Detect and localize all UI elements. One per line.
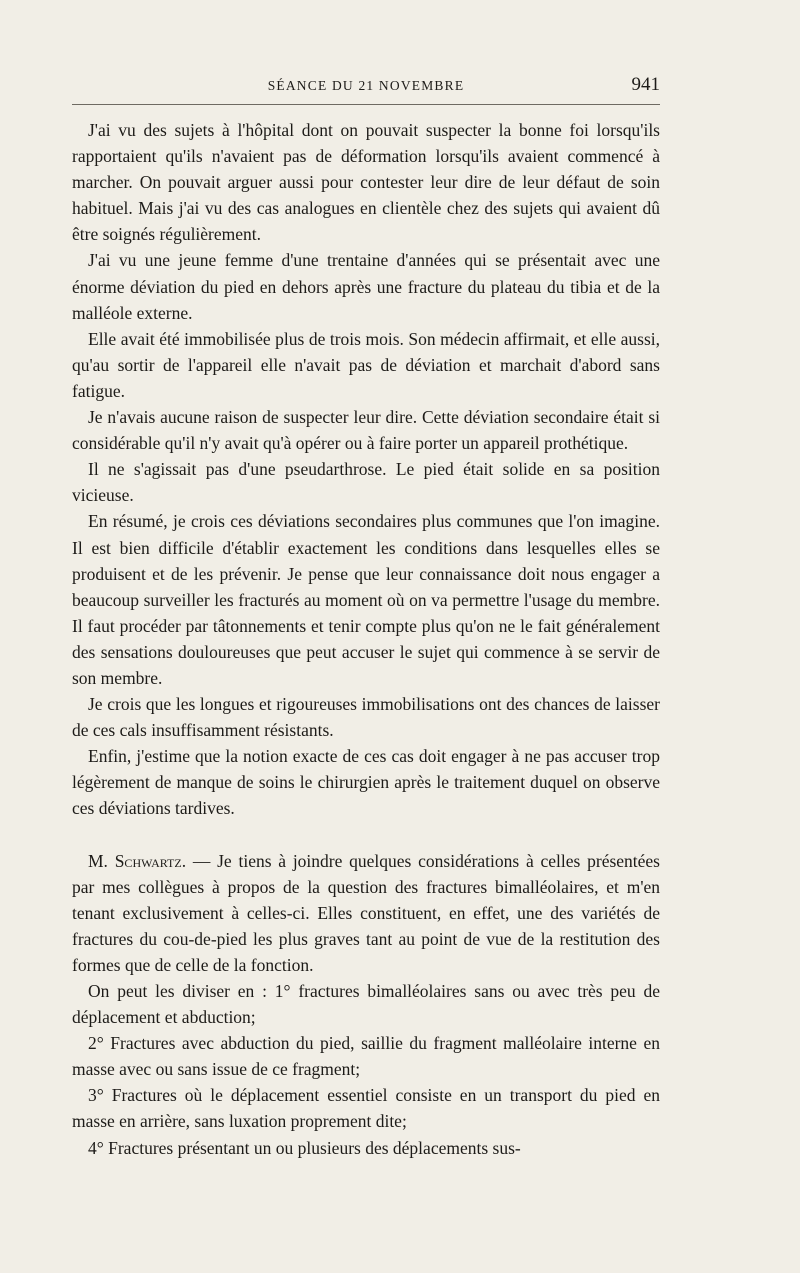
page-number: 941 <box>631 74 660 95</box>
paragraph: J'ai vu une jeune femme d'une trentaine d'années qui se présentait avec une énorme déviation du pied en dehors après une fracture du plateau du tibia et de la malléole externe. <box>72 250 660 323</box>
running-title: SÉANCE DU 21 NOVEMBRE <box>267 78 465 93</box>
paragraph: Enfin, j'estime que la notion exacte de ces cas doit engager à ne pas accuser trop légèrement de manque de soins le chirurgien après le traitement duquel on observe ces déviations tardives. <box>72 746 660 819</box>
speaker-paragraph <box>72 848 660 978</box>
speaker-name: M. Schwartz. <box>88 850 187 871</box>
paragraph: Je crois que les longues et rigoureuses immobilisations ont des chances de laisser de ces cals insuffisamment résistants. <box>72 694 660 741</box>
speaker-section <box>72 848 660 1161</box>
paragraph: On peut les diviser en : 1° fractures bimalléolaires sans ou avec très peu de déplacement et abduction; <box>72 981 660 1028</box>
paragraph: J'ai vu des sujets à l'hôpital dont on pouvait suspecter la bonne foi lorsqu'ils rapportaient qu'ils n'avaient pas de déformation lorsqu'ils avaient commencé à marcher. On pouvait arguer aussi pour contester leur dire de leur défaut de soin habituel. Mais j'ai vu des cas analogues en clientèle chez des sujets qui avaient dû être soignés régulièrement. <box>72 120 660 245</box>
speaker-opening-text: — Je tiens à joindre quelques considérations à celles présentées par mes collègues à propos de la question des fractures bimalléolaires, et m'en tenant exclusivement à celles-ci. Elles constituent, en effet, une des variétés de fractures du cou-de-pied les plus graves tant au point de vue de la restitution des formes que de celle de la fonction. <box>72 850 660 975</box>
paragraph: Il ne s'agissait pas d'une pseudarthrose. Le pied était solide en sa position vicieuse. <box>72 459 660 506</box>
paragraph: Elle avait été immobilisée plus de trois mois. Son médecin affirmait, et elle aussi, qu'au sortir de l'appareil elle n'avait pas de déviation et marchait d'abord sans fatigue. <box>72 328 660 401</box>
paragraph: 2° Fractures avec abduction du pied, saillie du fragment malléolaire interne en masse avec ou sans issue de ce fragment; <box>72 1033 660 1080</box>
running-header <box>72 72 660 105</box>
main-text <box>72 117 660 1161</box>
paragraph: En résumé, je crois ces déviations secondaires plus communes que l'on imagine. Il est bien difficile d'établir exactement les conditions dans lesquelles elles se produisent et de les prévenir. Je pense que leur connaissance doit nous engager a beaucoup surveiller les fracturés au moment où on va permettre l'usage du membre. Il faut procéder par tâtonnements et tenir compte plus qu'on ne le fait généralement des sensations douloureuses que peut accuser le sujet qui commence à se servir de son membre. <box>72 511 660 688</box>
paragraph: Je n'avais aucune raison de suspecter leur dire. Cette déviation secondaire était si considérable qu'il n'y avait qu'à opérer ou à faire porter un appareil prothétique. <box>72 407 660 454</box>
paragraph: 4° Fractures présentant un ou plusieurs des déplacements sus- <box>88 1137 521 1158</box>
paragraph: 3° Fractures où le déplacement essentiel consiste en un transport du pied en masse en arrière, sans luxation proprement dite; <box>72 1085 660 1132</box>
